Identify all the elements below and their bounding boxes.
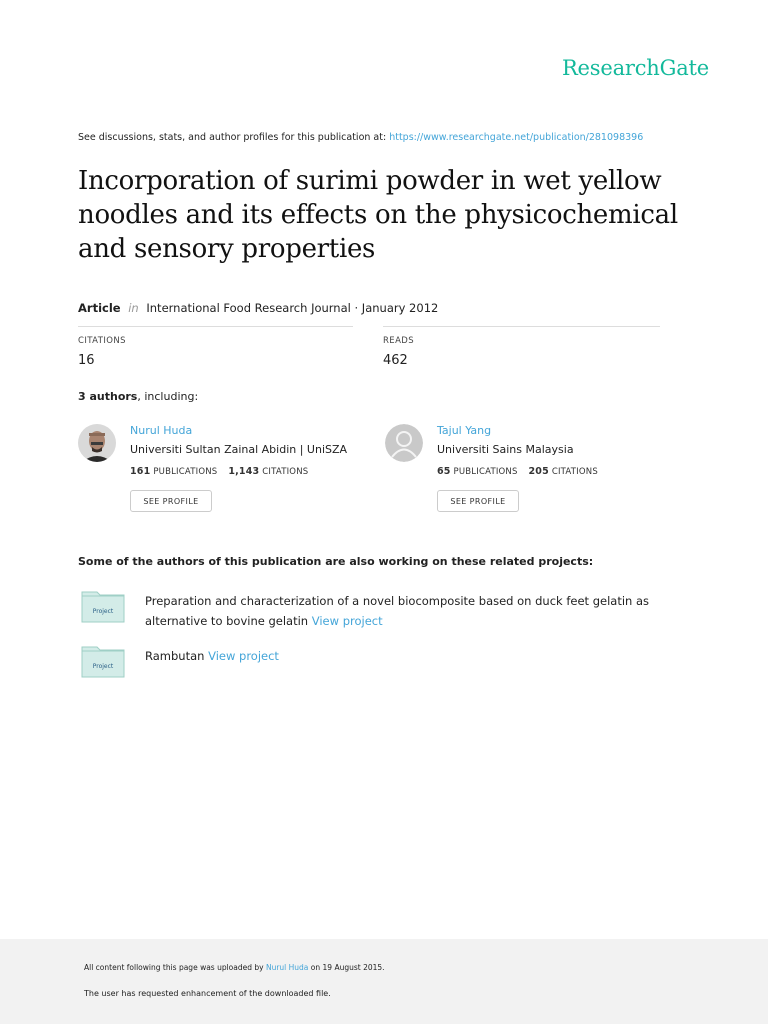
author-info bbox=[130, 424, 347, 477]
citations-stat bbox=[78, 326, 353, 368]
author-name-link[interactable]: Tajul Yang bbox=[437, 424, 492, 437]
author-affiliation: Universiti Sultan Zainal Abidin | UniSZA bbox=[130, 443, 348, 456]
citations-label: CITATIONS bbox=[78, 336, 126, 346]
view-project-link[interactable]: View project bbox=[208, 649, 279, 663]
author-avatar-photo[interactable] bbox=[78, 424, 116, 462]
authors-count: 3 authors bbox=[78, 390, 138, 403]
author-citations-label: CITATIONS bbox=[551, 467, 598, 477]
authors-including: , including: bbox=[137, 390, 199, 403]
author-citations-label: CITATIONS bbox=[262, 467, 309, 477]
publication-link[interactable]: https://www.researchgate.net/publication/281098396 bbox=[389, 132, 644, 143]
see-profile-button[interactable]: SEE PROFILE bbox=[130, 490, 212, 512]
uploader-link[interactable]: Nurul Huda bbox=[265, 963, 309, 972]
journal-info: International Food Research Journal · January 2012 bbox=[146, 301, 439, 315]
project-icon-label: Project bbox=[92, 663, 114, 670]
author-publications-label: PUBLICATIONS bbox=[453, 467, 518, 477]
in-label: in bbox=[128, 301, 139, 315]
project-icon-label: Project bbox=[92, 608, 114, 615]
reads-value: 462 bbox=[383, 353, 408, 368]
project-folder-icon[interactable] bbox=[81, 646, 125, 678]
publication-type: Article bbox=[78, 301, 121, 315]
project-title: Rambutan bbox=[145, 649, 209, 663]
author-stats bbox=[437, 466, 598, 477]
publication-title: Incorporation of surimi powder in wet yellow noodles and its effects on the physicochemical and sensory properties bbox=[78, 166, 678, 264]
reads-stat bbox=[383, 326, 660, 368]
citations-value: 16 bbox=[78, 353, 95, 368]
publication-meta bbox=[78, 301, 438, 315]
upload-suffix: on 19 August 2015. bbox=[308, 963, 385, 972]
enhancement-note: The user has requested enhancement of the downloaded file. bbox=[84, 989, 331, 998]
researchgate-logo[interactable]: ResearchGate bbox=[561, 56, 709, 80]
author-publications-count: 161 bbox=[130, 466, 151, 477]
author-info bbox=[437, 424, 598, 477]
project-folder-icon[interactable] bbox=[81, 591, 125, 623]
author-citations-count: 1,143 bbox=[228, 466, 260, 477]
see-profile-button[interactable]: SEE PROFILE bbox=[437, 490, 519, 512]
authors-heading bbox=[78, 390, 198, 403]
discussion-line bbox=[78, 132, 643, 143]
footer bbox=[0, 939, 768, 1024]
author-name-link[interactable]: Nurul Huda bbox=[130, 424, 193, 437]
related-projects-heading: Some of the authors of this publication are also working on these related projects: bbox=[78, 555, 594, 568]
project-title: Preparation and characterization of a novel biocomposite based on duck feet gelatin as alternative to bovine gelatin bbox=[145, 594, 650, 628]
author-publications-count: 65 bbox=[437, 466, 451, 477]
project-description bbox=[145, 591, 705, 631]
upload-note bbox=[84, 963, 385, 972]
author-stats bbox=[130, 466, 347, 477]
discussion-prefix: See discussions, stats, and author profiles for this publication at: bbox=[78, 132, 390, 143]
reads-label: READS bbox=[383, 336, 415, 346]
upload-prefix: All content following this page was uploaded by bbox=[84, 963, 266, 972]
default-user-icon[interactable] bbox=[385, 424, 423, 462]
project-description bbox=[145, 646, 705, 666]
view-project-link[interactable]: View project bbox=[311, 614, 383, 628]
author-affiliation: Universiti Sains Malaysia bbox=[437, 443, 574, 456]
author-publications-label: PUBLICATIONS bbox=[153, 467, 218, 477]
author-citations-count: 205 bbox=[528, 466, 549, 477]
